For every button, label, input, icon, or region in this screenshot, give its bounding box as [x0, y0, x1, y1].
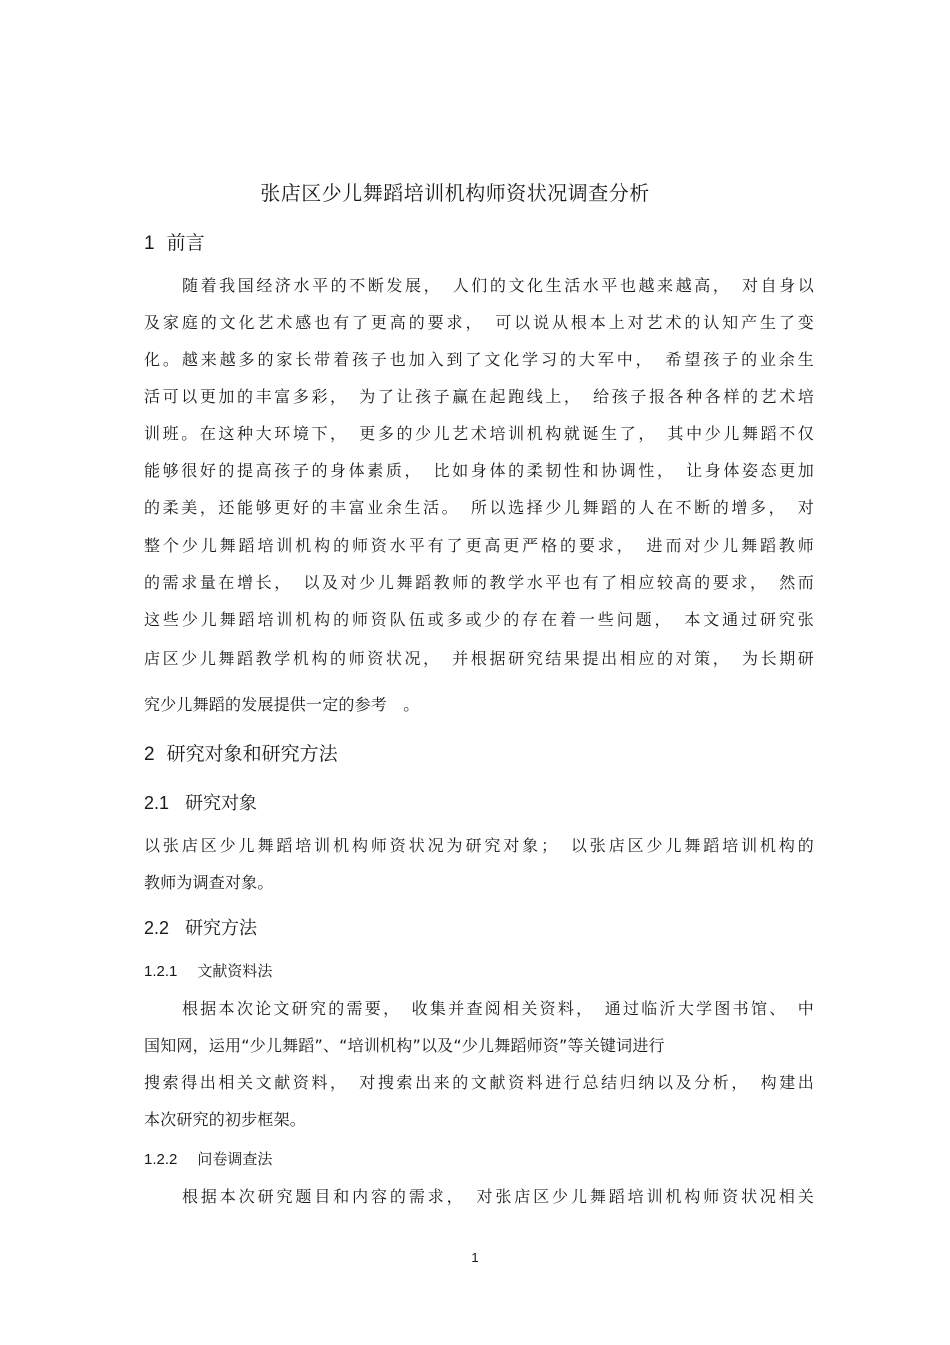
paragraph-line: 根据本次研究题目和内容的需求， 对张店区少儿舞蹈培训机构师资状况相关: [182, 1187, 814, 1206]
page-title: 张店区少儿舞蹈培训机构师资状况调查分析: [260, 181, 650, 205]
section-heading-2-1: [144, 788, 257, 819]
paragraph-line: 活可以更加的丰富多彩， 为了让孩子赢在起跑线上， 给孩子报各种各样的艺术培: [144, 387, 814, 406]
paragraph-line: 店区少儿舞蹈教学机构的师资状况， 并根据研究结果提出相应的对策， 为长期研: [144, 649, 814, 668]
paragraph-line: 国知网，运用“少儿舞蹈”、“培训机构”以及“少儿舞蹈师资”等关键词进行: [144, 1036, 665, 1055]
section-heading-1-2-1: [144, 958, 272, 985]
section-number: 2.1: [144, 793, 170, 813]
page-number: 1: [471, 1250, 479, 1265]
section-heading-2-2: [144, 913, 257, 944]
paragraph-line: 本次研究的初步框架。: [144, 1110, 307, 1129]
section-title: 研究对象和研究方法: [166, 743, 338, 765]
section-heading-1-2-2: [144, 1146, 272, 1173]
paragraph-line: 这些少儿舞蹈培训机构的师资队伍或多或少的存在着一些问题， 本文通过研究张: [144, 610, 814, 629]
paragraph-line: 的柔美，还能够更好的丰富业余生活。 所以选择少儿舞蹈的人在不断的增多， 对: [144, 498, 814, 517]
paragraph-line: 的需求量在增长， 以及对少儿舞蹈教师的教学水平也有了相应较高的要求， 然而: [144, 573, 814, 592]
section-title: 前言: [166, 232, 205, 254]
paragraph-line: 搜索得出相关文献资料， 对搜索出来的文献资料进行总结归纳以及分析， 构建出: [144, 1073, 814, 1092]
section-heading-2: [144, 739, 338, 770]
paragraph-line: 化。越来越多的家长带着孩子也加入到了文化学习的大军中， 希望孩子的业余生: [144, 350, 814, 369]
paragraph-line: 根据本次论文研究的需要， 收集并查阅相关资料， 通过临沂大学图书馆、 中: [182, 999, 814, 1018]
section-title: 文献资料法: [197, 962, 273, 980]
section-number: 1.2.2: [144, 1151, 178, 1168]
paragraph-line: 及家庭的文化艺术感也有了更高的要求， 可以说从根本上对艺术的认知产生了变: [144, 313, 814, 332]
section-number: 1: [144, 233, 155, 254]
section-title: 研究方法: [185, 918, 258, 939]
paragraph-line: 教师为调查对象。: [144, 873, 274, 892]
paragraph-line: 训班。在这种大环境下， 更多的少儿艺术培训机构就诞生了， 其中少儿舞蹈不仅: [144, 424, 814, 443]
paragraph-line: 整个少儿舞蹈培训机构的师资水平有了更高更严格的要求， 进而对少儿舞蹈教师: [144, 536, 814, 555]
section-number: 1.2.1: [144, 963, 178, 980]
section-heading-1: [144, 228, 205, 259]
section-number: 2.2: [144, 918, 170, 938]
section-number: 2: [144, 744, 155, 765]
paragraph-line: 究少儿舞蹈的发展提供一定的参考 。: [144, 695, 420, 714]
section-title: 研究对象: [185, 793, 258, 814]
paragraph-line: 随着我国经济水平的不断发展， 人们的文化生活水平也越来越高， 对自身以: [182, 276, 814, 295]
paragraph-line: 以张店区少儿舞蹈培训机构师资状况为研究对象； 以张店区少儿舞蹈培训机构的: [144, 836, 814, 855]
paragraph-line: 能够很好的提高孩子的身体素质， 比如身体的柔韧性和协调性， 让身体姿态更加: [144, 461, 814, 480]
section-title: 问卷调查法: [197, 1150, 273, 1168]
